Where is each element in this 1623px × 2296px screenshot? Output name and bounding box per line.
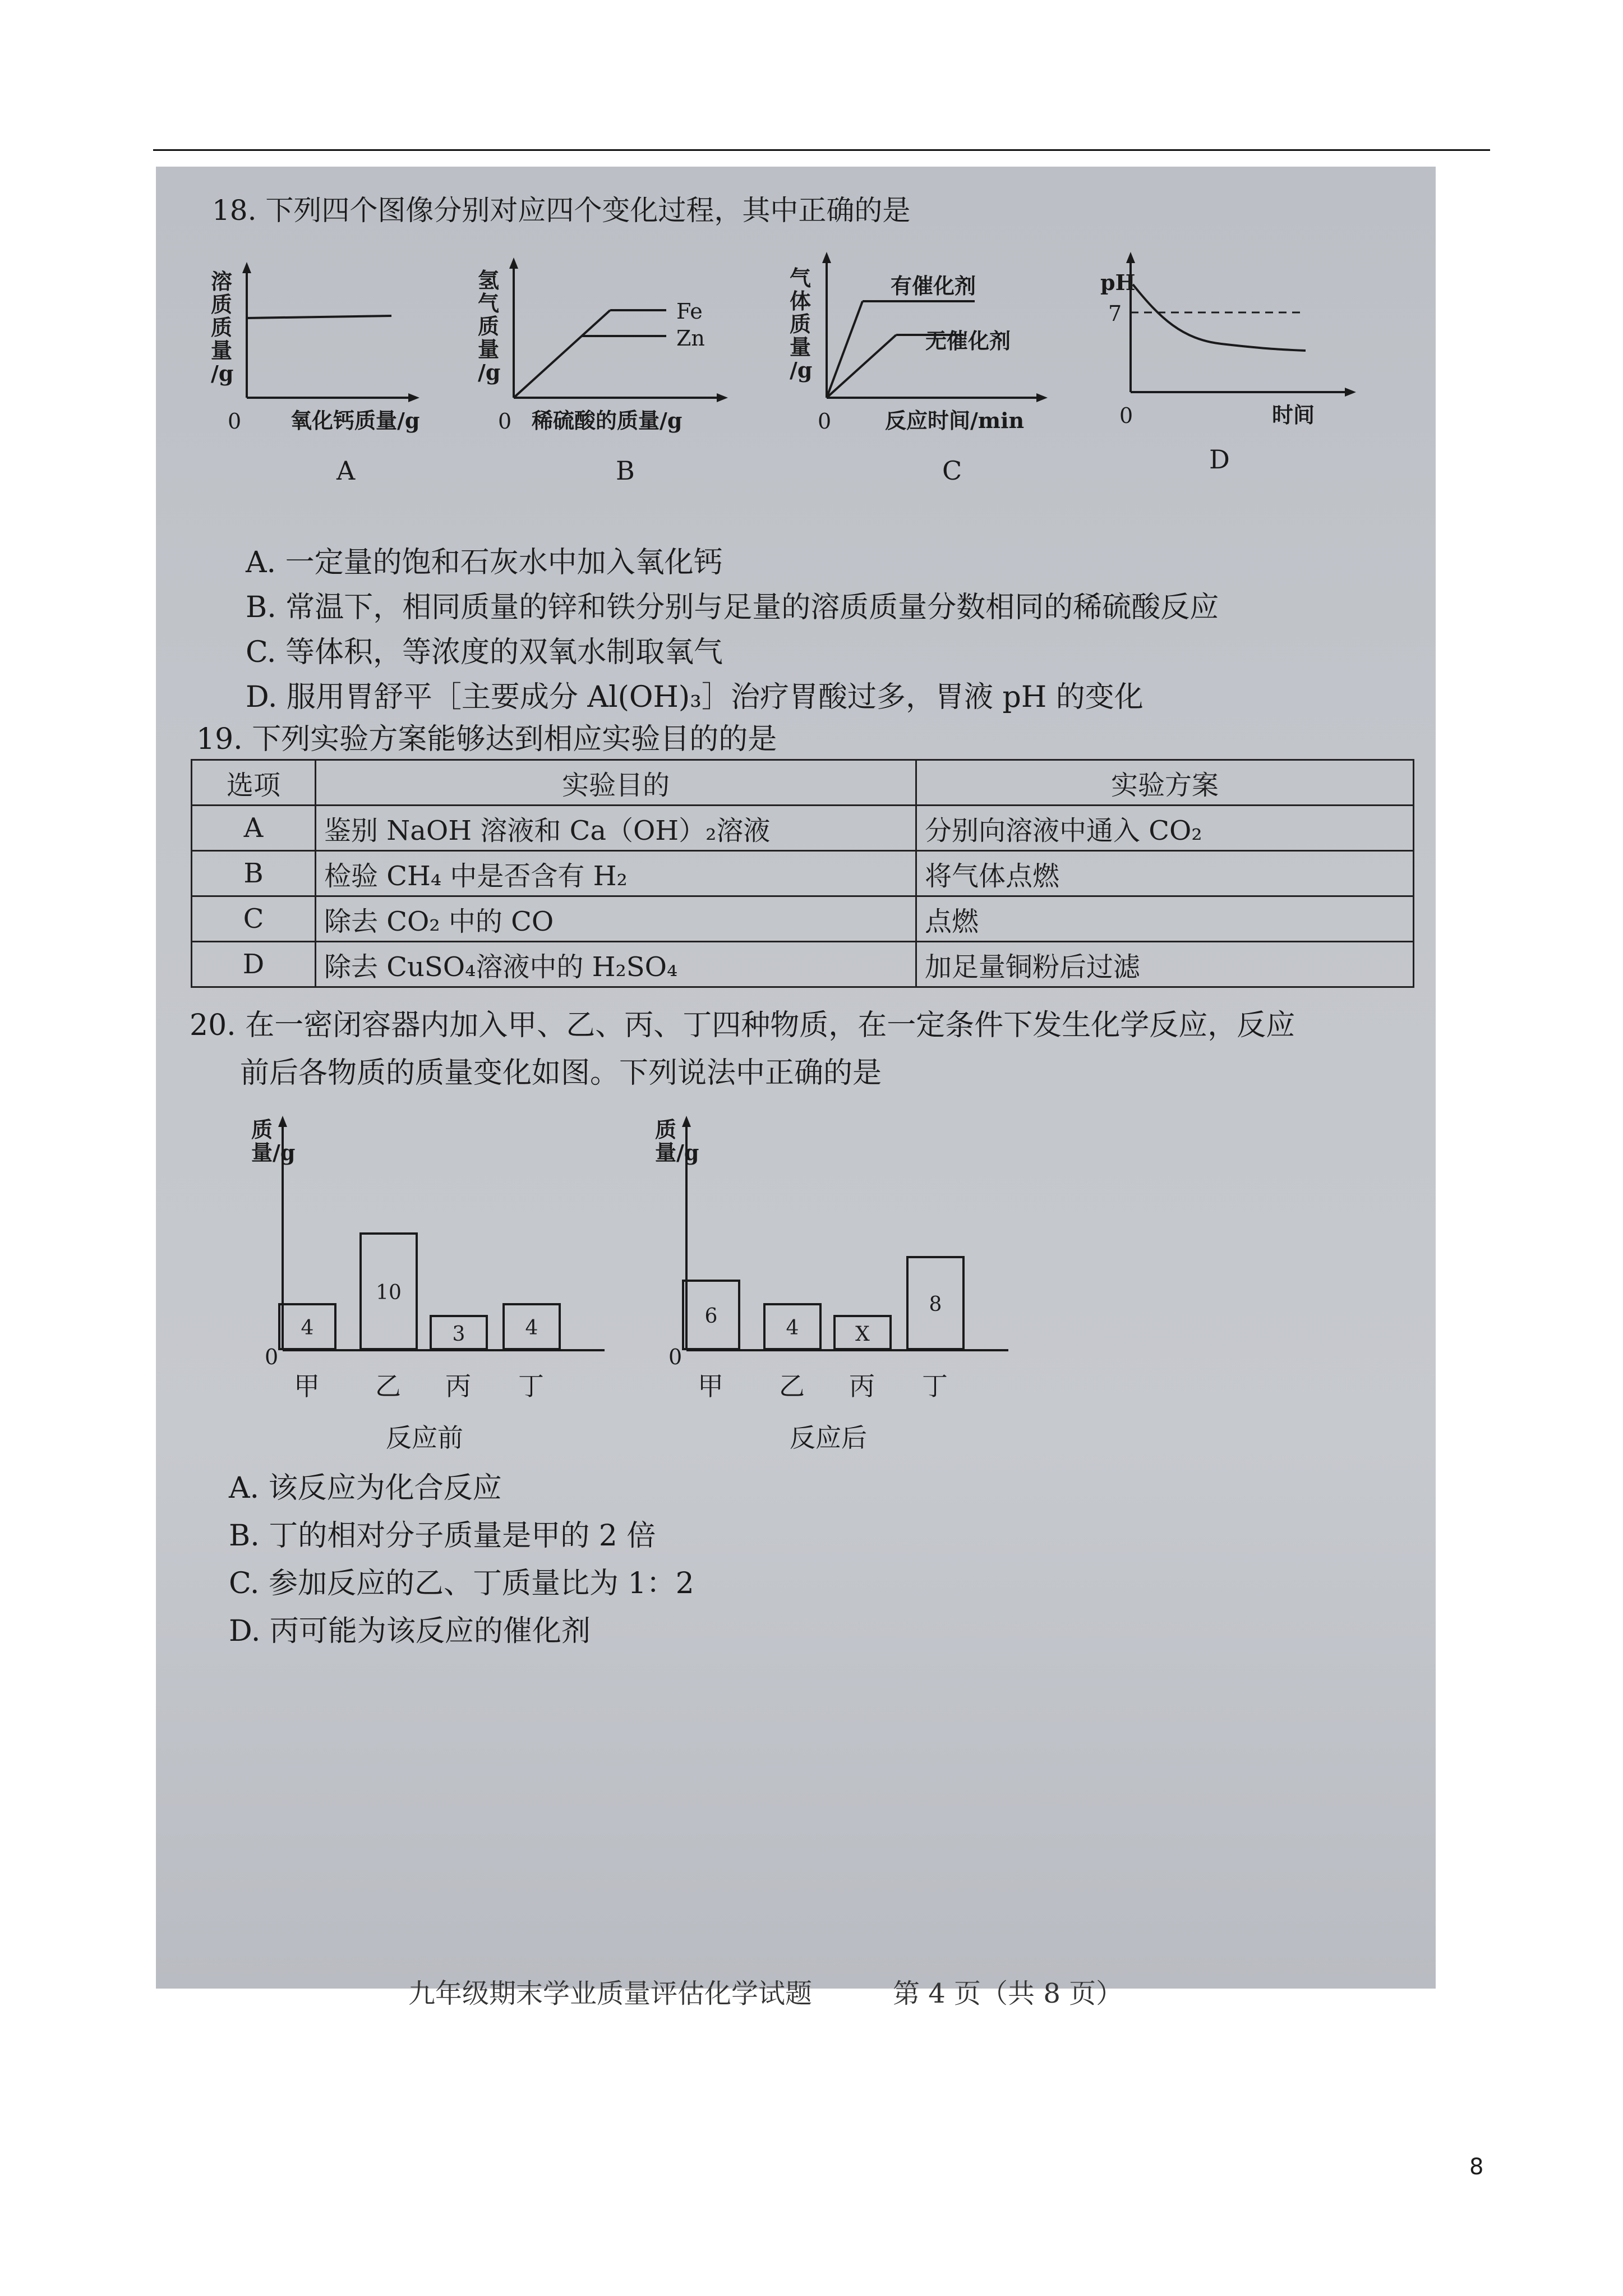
- bar-chart-before-title: 反应前: [386, 1423, 463, 1453]
- exam-footer: 九年级期末学业质量评估化学试题 第 4 页（共 8 页）: [408, 1978, 1123, 2009]
- table-cell: C: [192, 896, 316, 942]
- bar-value-label: 8: [929, 1293, 942, 1316]
- table-row: [192, 851, 1414, 896]
- header-rule: [153, 149, 1490, 151]
- bar-after-2: [833, 1315, 892, 1350]
- q20-stem-line1: 20. 在一密闭容器内加入甲、乙、丙、丁四种物质，在一定条件下发生化学反应，反应: [190, 1009, 1295, 1042]
- table-cell: 除去 CO₂ 中的 CO: [316, 896, 916, 942]
- graph-a-ylabel: 溶 质 质 量 /g: [211, 269, 234, 386]
- graph-b-xlabel: 稀硫酸的质量/g: [532, 408, 683, 433]
- category-label: 丙: [849, 1371, 875, 1401]
- q18-option-b: B. 常温下，相同质量的锌和铁分别与足量的溶质质量分数相同的稀硫酸反应: [246, 591, 1219, 624]
- graph-b-origin: 0: [498, 409, 512, 434]
- bar-chart-before-ylabel: 质量/g: [251, 1117, 296, 1166]
- table-cell: 加足量铜粉后过滤: [916, 942, 1414, 987]
- graph-c-origin: 0: [818, 409, 832, 434]
- q20-option-a: A. 该反应为化合反应: [229, 1471, 502, 1505]
- graph-d: [1064, 251, 1356, 498]
- table-cell: 除去 CuSO₄溶液中的 H₂SO₄: [316, 942, 916, 987]
- graph-a-letter: A: [336, 455, 356, 486]
- graph-d-letter: D: [1209, 444, 1230, 475]
- category-label: 丁: [518, 1371, 544, 1401]
- bar-chart-before-origin: 0: [265, 1345, 279, 1369]
- bar-value-label: 4: [525, 1317, 538, 1340]
- bar-before-3: [502, 1303, 561, 1350]
- bar-after-0: [682, 1280, 740, 1350]
- bar-value-label: X: [855, 1322, 870, 1346]
- graph-d-ylabel: pH: [1100, 270, 1136, 295]
- category-label: 甲: [294, 1371, 320, 1401]
- bar-chart-after-title: 反应后: [790, 1423, 867, 1453]
- bar-before-2: [430, 1315, 488, 1350]
- table-header-row: [192, 760, 1414, 806]
- category-label: 丙: [445, 1371, 471, 1401]
- graph-a: [206, 262, 419, 498]
- graph-b-zn-label: Zn: [676, 326, 705, 351]
- bar-chart-after-ylabel: 质量/g: [655, 1117, 699, 1166]
- table-header-purpose: 实验目的: [316, 760, 916, 806]
- scanned-photo: [156, 167, 1436, 2009]
- graph-d-ph7: 7: [1108, 301, 1122, 326]
- q18-option-d: D. 服用胃舒平［主要成分 Al(OH)₃］治疗胃酸过多，胃液 pH 的变化: [246, 680, 1144, 714]
- graph-c-cat-label: 有催化剂: [891, 273, 976, 298]
- graph-a-origin: 0: [228, 409, 242, 434]
- category-label: 乙: [375, 1371, 401, 1401]
- q20-option-d: D. 丙可能为该反应的催化剂: [229, 1614, 591, 1648]
- bar-value-label: 6: [704, 1305, 718, 1328]
- page-number: 8: [1469, 2154, 1484, 2180]
- graph-a-xlabel: 氧化钙质量/g: [291, 408, 420, 433]
- table-header-option: 选项: [192, 760, 316, 806]
- table-row: [192, 942, 1414, 987]
- bar-before-0: [278, 1303, 336, 1350]
- category-label: 丁: [922, 1371, 948, 1401]
- table-cell: 分别向溶液中通入 CO₂: [916, 806, 1414, 851]
- graph-c-letter: C: [942, 455, 962, 486]
- table-cell: 将气体点燃: [916, 851, 1414, 896]
- graph-b-letter: B: [616, 455, 635, 486]
- graph-c-nocat-label: 无催化剂: [925, 328, 1011, 353]
- bar-before-1: [359, 1232, 418, 1350]
- category-label: 乙: [779, 1371, 805, 1401]
- q18-option-c: C. 等体积，等浓度的双氧水制取氧气: [246, 636, 723, 669]
- table-cell: 鉴别 NaOH 溶液和 Ca（OH）₂溶液: [316, 806, 916, 851]
- bar-value-label: 3: [452, 1322, 465, 1346]
- graph-b-fe-label: Fe: [676, 299, 703, 324]
- bar-chart-after-origin: 0: [668, 1345, 683, 1369]
- graph-b: [470, 256, 728, 498]
- graph-c-xlabel: 反应时间/min: [885, 408, 1025, 433]
- q20-stem-line2: 前后各物质的质量变化如图。下列说法中正确的是: [240, 1056, 882, 1090]
- table-cell: B: [192, 851, 316, 896]
- q18-option-a: A. 一定量的饱和石灰水中加入氧化钙: [246, 546, 723, 579]
- category-label: 甲: [698, 1371, 723, 1401]
- graph-c-ylabel: 气 体 质 量 /g: [790, 265, 813, 383]
- bar-after-3: [906, 1256, 965, 1350]
- bar-after-1: [763, 1303, 822, 1350]
- q18-stem: 18. 下列四个图像分别对应四个变化过程，其中正确的是: [212, 194, 911, 227]
- graph-b-ylabel: 氢 气 质 量 /g: [478, 268, 501, 385]
- bar-value-label: 10: [376, 1281, 402, 1304]
- graph-a-plot: [206, 262, 419, 408]
- bar-value-label: 4: [301, 1317, 314, 1340]
- table-cell: 检验 CH₄ 中是否含有 H₂: [316, 851, 916, 896]
- q19-table: [191, 759, 1414, 988]
- bar-chart-after: [655, 1115, 1014, 1451]
- table-cell: D: [192, 942, 316, 987]
- table-cell: 点燃: [916, 896, 1414, 942]
- table-header-scheme: 实验方案: [916, 760, 1414, 806]
- graph-d-origin: 0: [1119, 403, 1133, 428]
- table-cell: A: [192, 806, 316, 851]
- q20-option-c: C. 参加反应的乙、丁质量比为 1：2: [229, 1567, 694, 1600]
- graph-c: [778, 251, 1048, 498]
- q19-stem: 19. 下列实验方案能够达到相应实验目的的是: [196, 723, 777, 756]
- graph-d-xlabel: 时间: [1272, 402, 1315, 427]
- bar-value-label: 4: [786, 1317, 799, 1340]
- q20-option-b: B. 丁的相对分子质量是甲的 2 倍: [229, 1519, 656, 1553]
- table-row: [192, 896, 1414, 942]
- table-row: [192, 806, 1414, 851]
- bar-chart-before: [251, 1115, 610, 1451]
